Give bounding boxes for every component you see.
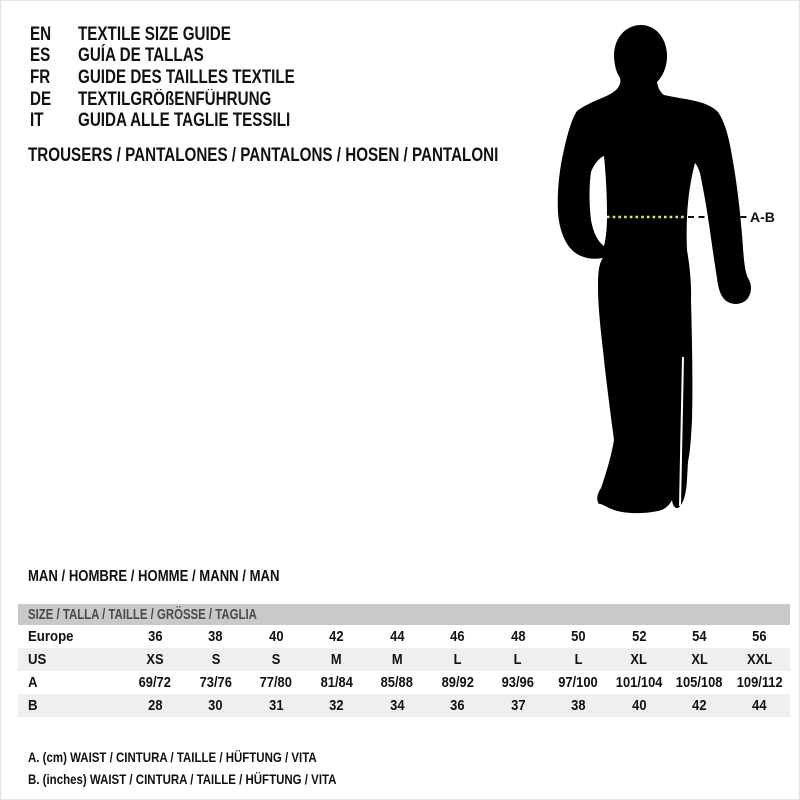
size-cell: 89/92 [441,674,474,691]
size-cell: 69/72 [139,674,172,691]
table-row-b-inches [18,694,790,717]
language-row-fr [30,67,349,89]
language-label: TEXTILGRÖßENFÜHRUNG [78,88,272,110]
size-cell: 31 [268,697,284,714]
language-label: GUIDE DES TAILLES TEXTILE [78,66,295,88]
size-cell: 54 [692,628,707,645]
footnotes [28,746,404,790]
size-cell: L [514,651,522,668]
size-cell: 52 [631,628,647,645]
size-cell: 42 [329,628,344,645]
size-cell: 30 [208,697,223,714]
size-cell: M [391,651,403,668]
size-cell: 44 [752,697,767,714]
row-label: B [28,697,38,714]
size-cell: 85/88 [380,674,414,691]
size-cell: M [331,651,342,668]
size-cell: XL [691,651,708,668]
size-cell: S [211,651,220,668]
language-code: EN [30,23,52,45]
size-cell: 93/96 [501,674,535,691]
row-label: US [28,651,47,668]
size-table [18,604,790,717]
size-cell: 77/80 [259,674,293,691]
size-cell: 50 [571,628,586,645]
size-cell: S [271,651,281,668]
man-silhouette-figure [552,16,787,521]
language-row-it [30,110,349,132]
language-code: IT [30,110,44,132]
size-cell: 36 [450,697,465,714]
size-cell: 37 [510,697,526,714]
size-cell: 40 [268,628,284,645]
size-cell: 36 [148,628,163,645]
size-cell: L [453,651,462,668]
size-cell: 46 [450,628,465,645]
size-cell: 28 [148,697,163,714]
language-label: TEXTILE SIZE GUIDE [78,23,231,45]
size-cell: XL [630,651,648,668]
language-list [30,24,349,132]
language-row-es [30,46,349,68]
size-cell: 56 [752,628,767,645]
size-cell: 81/84 [320,674,353,691]
size-cell: 109/112 [736,674,783,691]
waist-measurement-label: A-B [750,209,775,225]
size-cell: 101/104 [615,674,663,691]
size-cell: XS [146,651,164,668]
language-label: GUIDA ALLE TAGLIE TESSILI [78,110,291,132]
size-cell: XXL [747,651,773,668]
size-cell: L [574,651,583,668]
language-code: FR [30,66,51,88]
language-code: DE [30,88,52,110]
footnote-b: B. (inches) WAIST / CINTURA / TAILLE / HÜFTUNG / VITA [28,771,337,787]
size-cell: 48 [510,628,526,645]
size-cell: 73/76 [199,674,232,691]
man-silhouette-shape [558,25,751,513]
footnote-a: A. (cm) WAIST / CINTURA / TAILLE / HÜFTUNG / VITA [28,749,317,765]
garment-title: TROUSERS / PANTALONES / PANTALONS / HOSEN / PANTALONI [28,145,499,166]
size-cell: 38 [208,628,223,645]
size-cell: 40 [631,697,647,714]
row-label: A [28,674,38,691]
size-cell: 97/100 [558,674,599,691]
size-cell: 44 [389,628,405,645]
size-cell: 38 [571,697,586,714]
table-row-a-cm [18,671,790,694]
language-code: ES [30,45,51,67]
language-label: GUÍA DE TALLAS [78,45,204,67]
language-row-en [30,24,349,46]
row-label: Europe [28,628,74,645]
table-row-europe [18,625,790,648]
man-silhouette [552,16,787,521]
table-row-us [18,648,790,671]
section-title: MAN / HOMBRE / HOMME / MANN / MAN [28,568,280,585]
size-cell: 34 [389,697,405,714]
size-cell: 42 [692,697,707,714]
size-cell: 105/108 [675,674,723,691]
size-cell: 32 [329,697,344,714]
size-table-header: SIZE / TALLA / TAILLE / GRÖSSE / TAGLIA [18,604,790,625]
language-row-de [30,89,349,111]
